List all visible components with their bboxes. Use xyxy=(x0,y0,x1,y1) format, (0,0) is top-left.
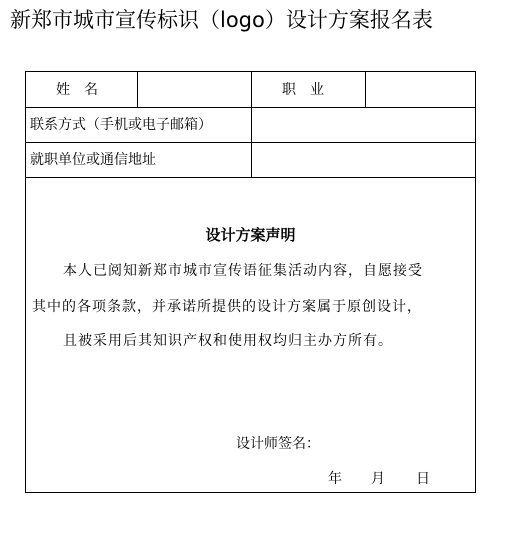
date-year-label: 年 xyxy=(328,471,342,487)
name-label: 姓 名 xyxy=(56,82,98,98)
form-title: 新郑市城市宣传标识（logo）设计方案报名表 xyxy=(10,8,433,32)
occupation-field[interactable] xyxy=(370,80,470,100)
statement-line-3: 且被采用后其知识产权和使用权均归主办方所有。 xyxy=(63,333,393,349)
column-divider xyxy=(365,72,366,107)
contact-label: 联系方式（手机或电子邮箱） xyxy=(30,117,212,133)
date-month-label: 月 xyxy=(371,471,385,487)
designer-signature-label: 设计师签名： xyxy=(236,436,320,452)
column-divider xyxy=(251,72,252,177)
column-divider xyxy=(137,72,138,107)
statement-line-1: 本人已阅知新郑市城市宣传语征集活动内容，自愿接受 xyxy=(63,263,423,279)
date-day-label: 日 xyxy=(416,471,430,487)
registration-form-table xyxy=(25,71,476,493)
address-label: 就职单位或通信地址 xyxy=(30,152,156,168)
statement-line-2: 其中的各项条款，并承诺所提供的设计方案属于原创设计， xyxy=(32,299,422,315)
statement-heading: 设计方案声明 xyxy=(205,226,296,244)
contact-field[interactable] xyxy=(256,115,470,135)
address-field[interactable] xyxy=(256,150,470,170)
row-divider xyxy=(26,177,475,178)
name-field[interactable] xyxy=(142,80,246,100)
occupation-label: 职 业 xyxy=(282,82,324,98)
